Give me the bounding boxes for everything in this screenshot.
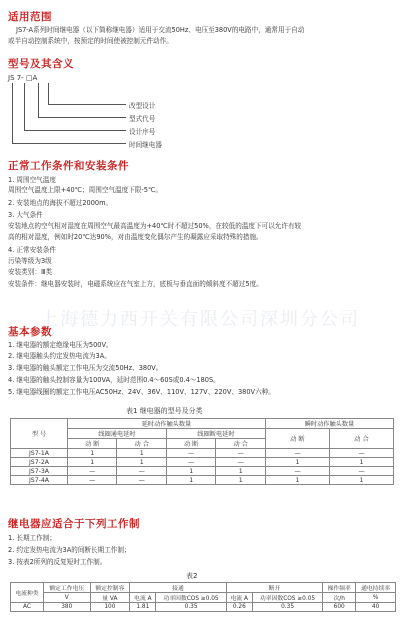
table-row — [11, 449, 394, 458]
col-header-model: 型 号 — [11, 419, 68, 449]
duty-line: 1. 长期工作制； — [8, 534, 56, 542]
col-header-nc: 动 断 — [68, 439, 117, 449]
model-label-3: 设计序号 — [129, 128, 156, 136]
unit-current: 电流 A — [226, 593, 252, 603]
table-cell: — — [117, 476, 166, 485]
table-cell: — — [329, 467, 393, 476]
col-header-frequency: 操作频率 — [323, 583, 356, 593]
duty-parameter-table — [10, 582, 396, 612]
table-cell: 1 — [265, 476, 329, 485]
params-line: 4. 继电器的触头控制容量为100VA，延时范围0.4～60S或0.4～180S。 — [8, 376, 220, 384]
table-cell: 1 — [265, 458, 329, 467]
table-cell: 380 — [43, 603, 90, 612]
conditions-line: 2. 安装地点的海拔不超过2000m。 — [8, 199, 113, 207]
params-line: 3. 继电器的触头额定工作电压为交流50Hz、380V。 — [8, 364, 163, 372]
table-cell: 0.35 — [252, 603, 322, 612]
col-header-duty-ratio: 通电持续率 — [356, 583, 396, 593]
conditions-line: 4. 正常安装条件 — [8, 246, 56, 254]
col-header-make: 接通 — [130, 583, 226, 593]
col-header-nc: 动 断 — [166, 439, 215, 449]
table-cell: AC — [11, 603, 44, 612]
table-cell: 1 — [329, 458, 393, 467]
unit-voltage: V — [43, 593, 90, 603]
unit-percent: % — [356, 593, 396, 603]
unit-frequency: 次/h — [323, 593, 356, 603]
table-cell: — — [68, 476, 117, 485]
table-cell: — — [166, 458, 215, 467]
conditions-line: 安装条件：继电器安装时，电磁系统应在气室上方，底板与垂直面的倾斜度不超过5度。 — [8, 280, 263, 288]
table-cell: 1 — [166, 467, 215, 476]
unit-current: 电流 A — [130, 593, 156, 603]
col-header-no: 动 合 — [117, 439, 166, 449]
table-cell: 1 — [216, 476, 265, 485]
conditions-line: 1. 周围空气温度 — [8, 176, 56, 184]
conditions-line: 高的相对湿度，例如时20℃达90%，对由温度变化偶尔产生的凝露应采取特殊的措施。 — [8, 233, 263, 241]
model-label-4: 时间继电器 — [129, 141, 162, 149]
section-title-params: 基本参数 — [8, 326, 52, 338]
model-cell: JS7-4A — [11, 476, 68, 485]
section-title-scope: 适用范围 — [8, 11, 52, 23]
table-cell: — — [68, 467, 117, 476]
table-cell: 1 — [117, 449, 166, 458]
table-cell: 100 — [90, 603, 130, 612]
duty-line: 3. 按表2所列的反复短时工作制。 — [8, 558, 107, 566]
table-cell: 1 — [166, 476, 215, 485]
table-cell: 1 — [216, 467, 265, 476]
conditions-line: 3. 大气条件 — [8, 211, 43, 219]
table2-caption: 表2 — [186, 572, 198, 580]
model-label-1: 改型设计 — [129, 102, 156, 110]
section-title-model: 型号及其含义 — [8, 58, 74, 70]
conditions-line: 安装地点的空气相对湿度在周围空气最高温度为+40℃时不超过50%，在较低的温度下可以允许有较 — [8, 222, 302, 230]
table-cell: 1 — [117, 458, 166, 467]
col-header-no: 动 合 — [329, 429, 393, 449]
table-row — [11, 467, 394, 476]
model-classification-table — [10, 418, 394, 485]
col-header-coil-off: 线圈断电延时 — [166, 429, 265, 439]
conditions-line: 周围空气温度上限+40℃；周围空气温度下限-5℃。 — [8, 186, 162, 194]
table-cell: 1 — [329, 476, 393, 485]
section-title-duty: 继电器应适合于下列工作制 — [8, 518, 140, 530]
table-cell: — — [265, 449, 329, 458]
col-header-delay: 延时动作触头数量 — [68, 419, 266, 429]
model-cell: JS7-2A — [11, 458, 68, 467]
table-cell: — — [117, 467, 166, 476]
watermark-text: 上海德力西开关有限公司深圳分公司 — [40, 309, 360, 330]
unit-capacity: 量 VA — [90, 593, 130, 603]
table-row — [11, 603, 396, 612]
table-cell: 1 — [68, 458, 117, 467]
unit-power-factor: 功率因数COS ≥0.05 — [156, 593, 226, 603]
col-header-instant: 瞬时动作触头数量 — [265, 419, 393, 429]
table-cell: — — [329, 449, 393, 458]
duty-line: 2. 约定发热电流为3A的间断长期工作制； — [8, 546, 131, 554]
table1-caption: 表1 继电器的型号及分类 — [126, 407, 203, 415]
table-cell: — — [216, 458, 265, 467]
model-cell: JS7-3A — [11, 467, 68, 476]
model-code: JS 7- □A — [8, 74, 38, 82]
params-line: 5. 继电器线圈的额定工作电压AC50Hz、24V、36V、110V、127V、220V、380V六种。 — [8, 388, 275, 396]
scope-text-2: 或半自动控制系统中，按预定的时间使被控制元件动作。 — [8, 37, 173, 45]
section-title-conditions: 正常工作条件和安装条件 — [8, 160, 129, 172]
table-cell: — — [216, 449, 265, 458]
table-cell: 40 — [356, 603, 396, 612]
table-cell: 0.26 — [226, 603, 252, 612]
scope-text-1: JS7-A系列时间继电器（以下简称继电器）适用于交流50Hz、电压至380V的电路中，通常用于自动 — [16, 26, 305, 34]
conditions-line: 污染等级为3级 — [8, 257, 52, 265]
col-header-no: 动 合 — [216, 439, 265, 449]
table-cell: 1 — [68, 449, 117, 458]
model-label-2: 型式代号 — [129, 115, 156, 123]
params-line: 2. 继电器触头约定发热电流为3A。 — [8, 352, 111, 360]
model-cell: JS7-1A — [11, 449, 68, 458]
table-row — [11, 458, 394, 467]
col-header-rated-capacity: 额定控制容 — [90, 583, 130, 593]
unit-power-factor: 功率因数COS ≥0.05 — [252, 593, 322, 603]
col-header-rated-voltage: 额定工作电压 — [43, 583, 90, 593]
table-cell: 0.35 — [156, 603, 226, 612]
table-cell: — — [166, 449, 215, 458]
col-header-nc: 动 断 — [265, 429, 329, 449]
col-header-break: 断开 — [226, 583, 322, 593]
col-header-coil-on: 线圈通电延时 — [68, 429, 167, 439]
table-cell: 1.81 — [130, 603, 156, 612]
table-row — [11, 476, 394, 485]
table-cell: 600 — [323, 603, 356, 612]
table-cell: — — [265, 467, 329, 476]
params-line: 1. 继电器的额定绝缘电压为500V。 — [8, 341, 113, 349]
col-header-current-type: 电流种类 — [11, 583, 44, 603]
conditions-line: 安装类别：Ⅲ类 — [8, 268, 53, 276]
